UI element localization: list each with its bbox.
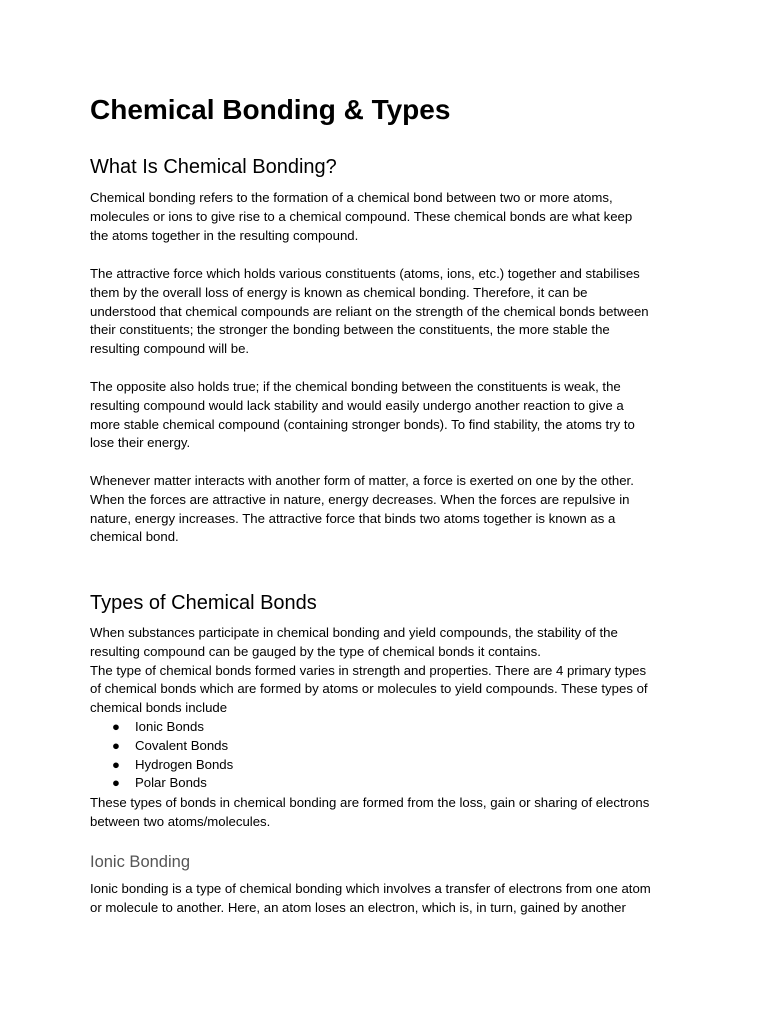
- text-line: The type of chemical bonds formed varies in strength and properties. There are 4 primary types: [90, 662, 647, 678]
- text-line: more stable chemical compound (containing stronger bonds). To find stability, the atoms try to: [90, 416, 635, 432]
- paragraph-ionic-bonding: [90, 880, 688, 918]
- bullet-icon: ●: [112, 719, 120, 734]
- text-line: Whenever matter interacts with another form of matter, a force is exerted on one by the other.: [90, 473, 634, 488]
- text-line: The attractive force which holds various constituents (atoms, ions, etc.) together and stabilises: [90, 266, 640, 281]
- paragraph-attractive-force: [90, 265, 688, 359]
- text-line: or molecule to another. Here, an atom loses an electron, which is, in turn, gained by another: [90, 899, 626, 915]
- text-line: them by the overall loss of energy is known as chemical bonding. Therefore, it can be: [90, 284, 588, 300]
- list-item-label: Covalent Bonds: [135, 737, 229, 753]
- paragraph-opposite: [90, 378, 688, 453]
- list-item-label: Hydrogen Bonds: [135, 756, 234, 772]
- text-line: These types of bonds in chemical bonding are formed from the loss, gain or sharing of electrons: [90, 795, 650, 810]
- text-line: the atoms together in the resulting compound.: [90, 227, 359, 243]
- list-item: [90, 774, 233, 793]
- text-line: understood that chemical compounds are reliant on the strength of the chemical bonds between: [90, 303, 649, 319]
- heading-what-is-chemical-bonding: What Is Chemical Bonding?: [90, 156, 337, 178]
- heading-types-of-chemical-bonds: Types of Chemical Bonds: [90, 592, 317, 614]
- text-line: between two atoms/molecules.: [90, 813, 271, 829]
- list-item-label: Polar Bonds: [135, 775, 207, 791]
- text-line: chemical bonds include: [90, 700, 228, 715]
- paragraph-types-outro: [90, 794, 688, 832]
- paragraph-matter-interacts: [90, 472, 688, 547]
- text-line: resulting compound will be.: [90, 341, 250, 356]
- text-line: molecules or ions to give rise to a chemical compound. These chemical bonds are what keep: [90, 208, 633, 224]
- text-line: their constituents; the stronger the bonding between the constituents, the more stable the: [90, 322, 610, 338]
- list-item: [90, 756, 233, 775]
- document-title: Chemical Bonding & Types: [90, 94, 451, 125]
- text-line: of chemical bonds which are formed by atoms or molecules to yield compounds. These types of: [90, 681, 648, 697]
- text-line: resulting compound would lack stability and would easily undergo another reaction to give a: [90, 397, 624, 413]
- text-line: When the forces are attractive in nature, energy decreases. When the forces are repulsive in: [90, 491, 630, 507]
- bullet-icon: ●: [112, 756, 120, 772]
- text-line: lose their energy.: [90, 435, 191, 451]
- bullet-icon: ●: [112, 737, 120, 753]
- list-item: [90, 737, 233, 756]
- text-line: nature, energy increases. The attractive force that binds two atoms together is known as a: [90, 510, 616, 526]
- text-line: Chemical bonding refers to the formation of a chemical bond between two or more atoms,: [90, 190, 613, 205]
- bond-types-list: [90, 718, 233, 793]
- text-line: resulting compound can be gauged by the type of chemical bonds it contains.: [90, 643, 541, 659]
- paragraph-definition: [90, 189, 688, 245]
- heading-ionic-bonding: Ionic Bonding: [90, 853, 190, 871]
- paragraph-types-intro: [90, 624, 688, 718]
- text-line: When substances participate in chemical bonding and yield compounds, the stability of the: [90, 625, 618, 640]
- list-item-label: Ionic Bonds: [135, 719, 204, 734]
- text-line: chemical bond.: [90, 529, 179, 545]
- bullet-icon: ●: [112, 775, 120, 791]
- text-line: The opposite also holds true; if the chemical bonding between the constituents is weak, the: [90, 379, 621, 394]
- list-item: [90, 718, 233, 737]
- text-line: Ionic bonding is a type of chemical bonding which involves a transfer of electrons from one atom: [90, 881, 651, 896]
